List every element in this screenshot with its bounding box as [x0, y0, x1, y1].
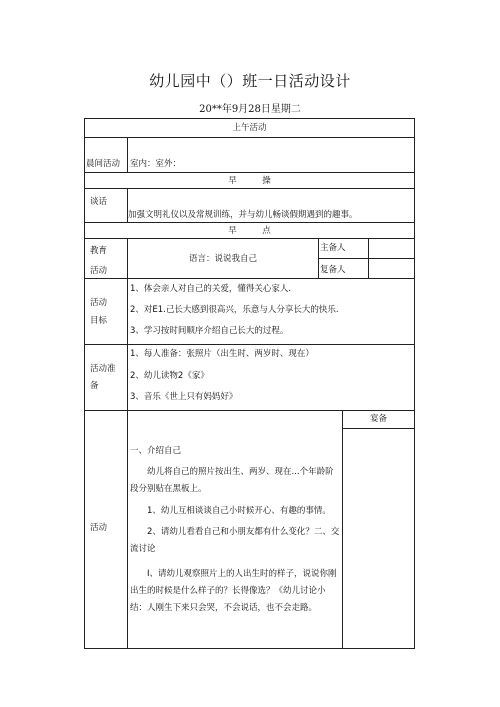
goal-item: 2、对E1.己长大感到很高兴，乐意与人分享长大的快乐. [130, 305, 339, 315]
prep-item: 3、音乐《世上只有妈妈好》 [130, 392, 238, 402]
prep-item: 2、幼儿读物2《家》 [130, 371, 209, 381]
prep-label-line1: 活动准 [90, 364, 116, 374]
table-rule [318, 238, 319, 279]
table-rule [84, 172, 415, 173]
table-rule [342, 428, 415, 429]
goal-label-line2: 目标 [90, 316, 108, 326]
table-rule [84, 278, 415, 279]
table-rule [84, 648, 415, 649]
document-date: 20**年9月28日星期二 [199, 104, 301, 115]
morning-label: 晨间活动 [86, 159, 121, 169]
goal-label-line1: 活动 [90, 298, 108, 308]
process-paragraph: I、请幼儿观察照片上的人出生时的样子，说说你刚出生的时候是什么样子的？长得像选？《幼儿讨论小结：人刚生下来只会哭，不会说话，也不会走路。 [130, 569, 337, 613]
talk-value: 加强文明礼仪以及常规训练，并与幼儿畅谈假期遇到的趣事。 [128, 210, 358, 220]
notes-header: 宴备 [369, 414, 387, 424]
talk-label: 谈话 [90, 197, 108, 207]
table-rule [414, 118, 415, 649]
table-rule [84, 118, 415, 119]
table-rule [84, 118, 85, 649]
table-rule [84, 188, 415, 189]
table-rule [84, 222, 415, 223]
process-paragraph: 2、请幼儿看看自己和小朋友都有什么变化？二、交流讨论 [130, 527, 340, 554]
process-paragraph: 一、介绍自己 [130, 446, 182, 456]
edu-label-line2: 活动 [90, 266, 108, 276]
table-rule [84, 238, 415, 239]
section-am-header: 上午活动 [232, 123, 267, 133]
co-preparer-label: 复备人 [320, 265, 346, 275]
table-rule [84, 137, 415, 138]
snack-header: 早 点 [228, 226, 271, 236]
table-rule [318, 258, 415, 259]
process-label: 活动 [90, 523, 108, 533]
table-rule [342, 410, 343, 649]
table-rule [84, 410, 415, 411]
table-rule [127, 238, 128, 649]
prep-label-line2: 备 [90, 381, 99, 391]
morning-value: 室内：室外： [130, 159, 182, 169]
edu-label-line1: 教育 [90, 246, 108, 256]
main-preparer-label: 主备人 [320, 243, 346, 253]
edu-value: 语言：说说我自己 [188, 254, 257, 264]
prep-item: 1、每人准备：张照片（出生时、两岁时、现在） [130, 349, 314, 359]
process-paragraph: 幼儿将自己的照片按出生、两岁、现在...个年龄阶段分别贴在黑板上。 [130, 467, 334, 494]
exercise-header: 早 操 [228, 176, 271, 186]
goal-item: 3、学习按时间顺序介绍自己长大的过程。 [130, 326, 289, 336]
table-rule [84, 344, 415, 345]
document-title: 幼儿园中（）班一日活动设计 [149, 72, 351, 90]
process-paragraph: 1、幼儿互相谈谈自己小时候开心、有趣的事情。 [130, 506, 331, 516]
table-rule [368, 238, 369, 279]
table-rule [127, 137, 128, 173]
goal-item: 1、体会亲人对自己的关爱，懂得关心家人. [130, 284, 292, 294]
